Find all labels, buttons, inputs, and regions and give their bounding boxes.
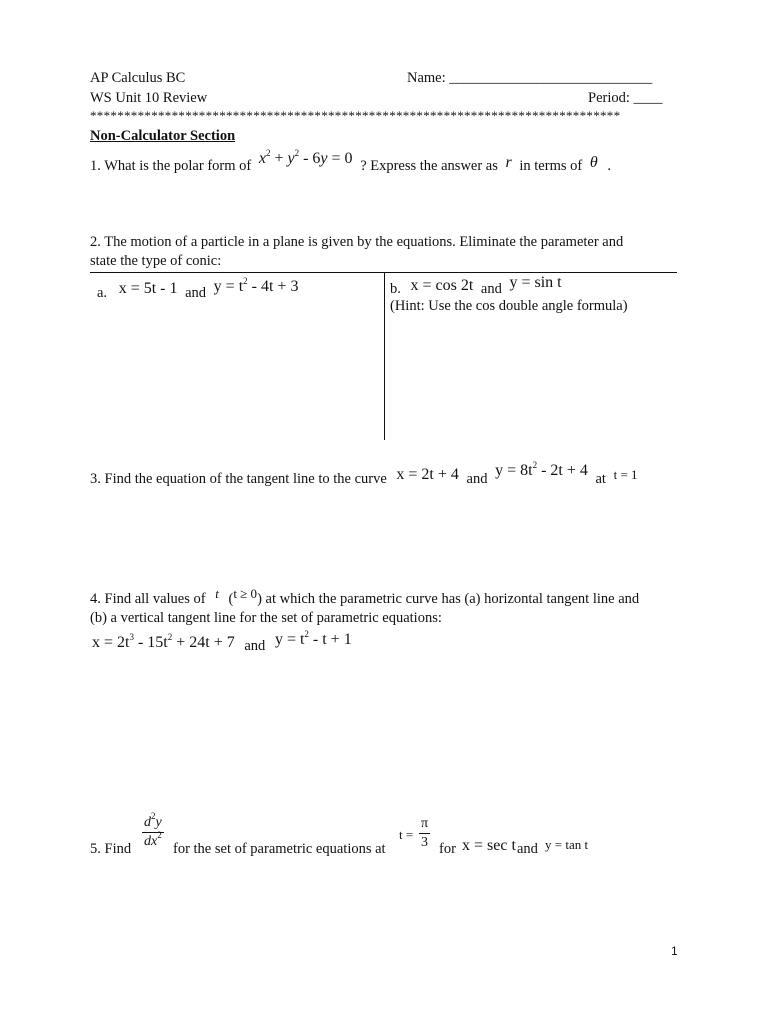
period-field-label: Period: ____ [588, 90, 663, 106]
q4-rest: ) at which the parametric curve has (a) horizontal tangent line and [257, 591, 640, 607]
q3-eq2: $y = 8t^2 - 2t + 4$ [495, 460, 588, 479]
q1-period: . [607, 158, 611, 174]
q5-derivative: $\frac{d^2y}{dx^2}$ [144, 811, 162, 849]
q1-r: r [505, 154, 512, 171]
q5-pi-over-3: $\frac{\pi}{3}$ [421, 816, 429, 850]
q4-and: and [244, 638, 266, 654]
q3-at: at [595, 471, 606, 487]
q5-for: for [439, 841, 456, 857]
q1-middle: ? Express the answer as [360, 158, 498, 174]
separator-stars: ****************************************************************************** [90, 108, 621, 123]
q1-theta: θ [589, 154, 598, 171]
q2-part-b [390, 274, 562, 297]
q4-prefix: 4. Find all values of [90, 591, 206, 607]
q3-t-value: t = 1 [613, 467, 638, 482]
page-number: 1 [671, 944, 678, 958]
q2-part-a [97, 276, 299, 301]
q2a-eq1: x = 5t - 1 [118, 280, 178, 297]
q2b-eq1: x = cos 2t [410, 277, 474, 294]
section-title: Non-Calculator Section [90, 128, 236, 144]
q1-equation: $x^2 + y^2 - 6y = 0$ [258, 148, 353, 167]
question-4-line1: 4. Find all values of t (t ≥ 0) at which the parametric curve has (a) horizontal tangent line and [90, 586, 640, 607]
q2b-hint: (Hint: Use the cos double angle formula) [390, 298, 628, 314]
q5-and: and [517, 841, 538, 857]
q5-middle: for the set of parametric equations at [173, 841, 386, 857]
q2b-eq2: y = sin t [509, 274, 562, 291]
course-title: AP Calculus BC [90, 70, 186, 86]
question-1 [90, 148, 611, 175]
q2a-and: and [185, 285, 207, 301]
q2b-label: b. [390, 281, 401, 297]
q3-and: and [466, 471, 488, 487]
q4-eq2: $y = t^2 - t + 1$ [274, 629, 352, 648]
q1-in-terms: in terms of [519, 158, 583, 174]
name-field-label: Name: ____________________________ [407, 70, 653, 86]
q4-t: t [215, 586, 219, 601]
question-3 [90, 460, 638, 487]
q4-equations [92, 629, 352, 654]
q4-condition: t ≥ 0 [233, 586, 258, 601]
q5-eq2: y = tan t [545, 837, 589, 852]
q1-prefix: 1. What is the polar form of [90, 158, 252, 174]
question-2-line1: 2. The motion of a particle in a plane is given by the equations. Eliminate the parameter and [90, 234, 624, 250]
question-4-line2: (b) a vertical tangent line for the set of parametric equations: [90, 610, 442, 626]
question-2-line2: state the type of conic: [90, 253, 222, 269]
q5-eq1: x = sec t [462, 837, 516, 854]
q3-eq1: x = 2t + 4 [396, 466, 459, 483]
q4-eq1: $x = 2t^3 - 15t^2 + 24t + 7$ [92, 632, 235, 651]
worksheet-title: WS Unit 10 Review [90, 90, 208, 106]
q2a-label: a. [97, 285, 108, 301]
q2b-and: and [480, 281, 502, 297]
q3-prefix: 3. Find the equation of the tangent line to the curve [90, 471, 387, 487]
q5-t-eq: t = [399, 827, 414, 842]
table-divider [384, 272, 385, 440]
q5-prefix: 5. Find [90, 841, 132, 857]
q2a-eq2: $y = t^2 - 4t + 3$ [213, 276, 299, 295]
